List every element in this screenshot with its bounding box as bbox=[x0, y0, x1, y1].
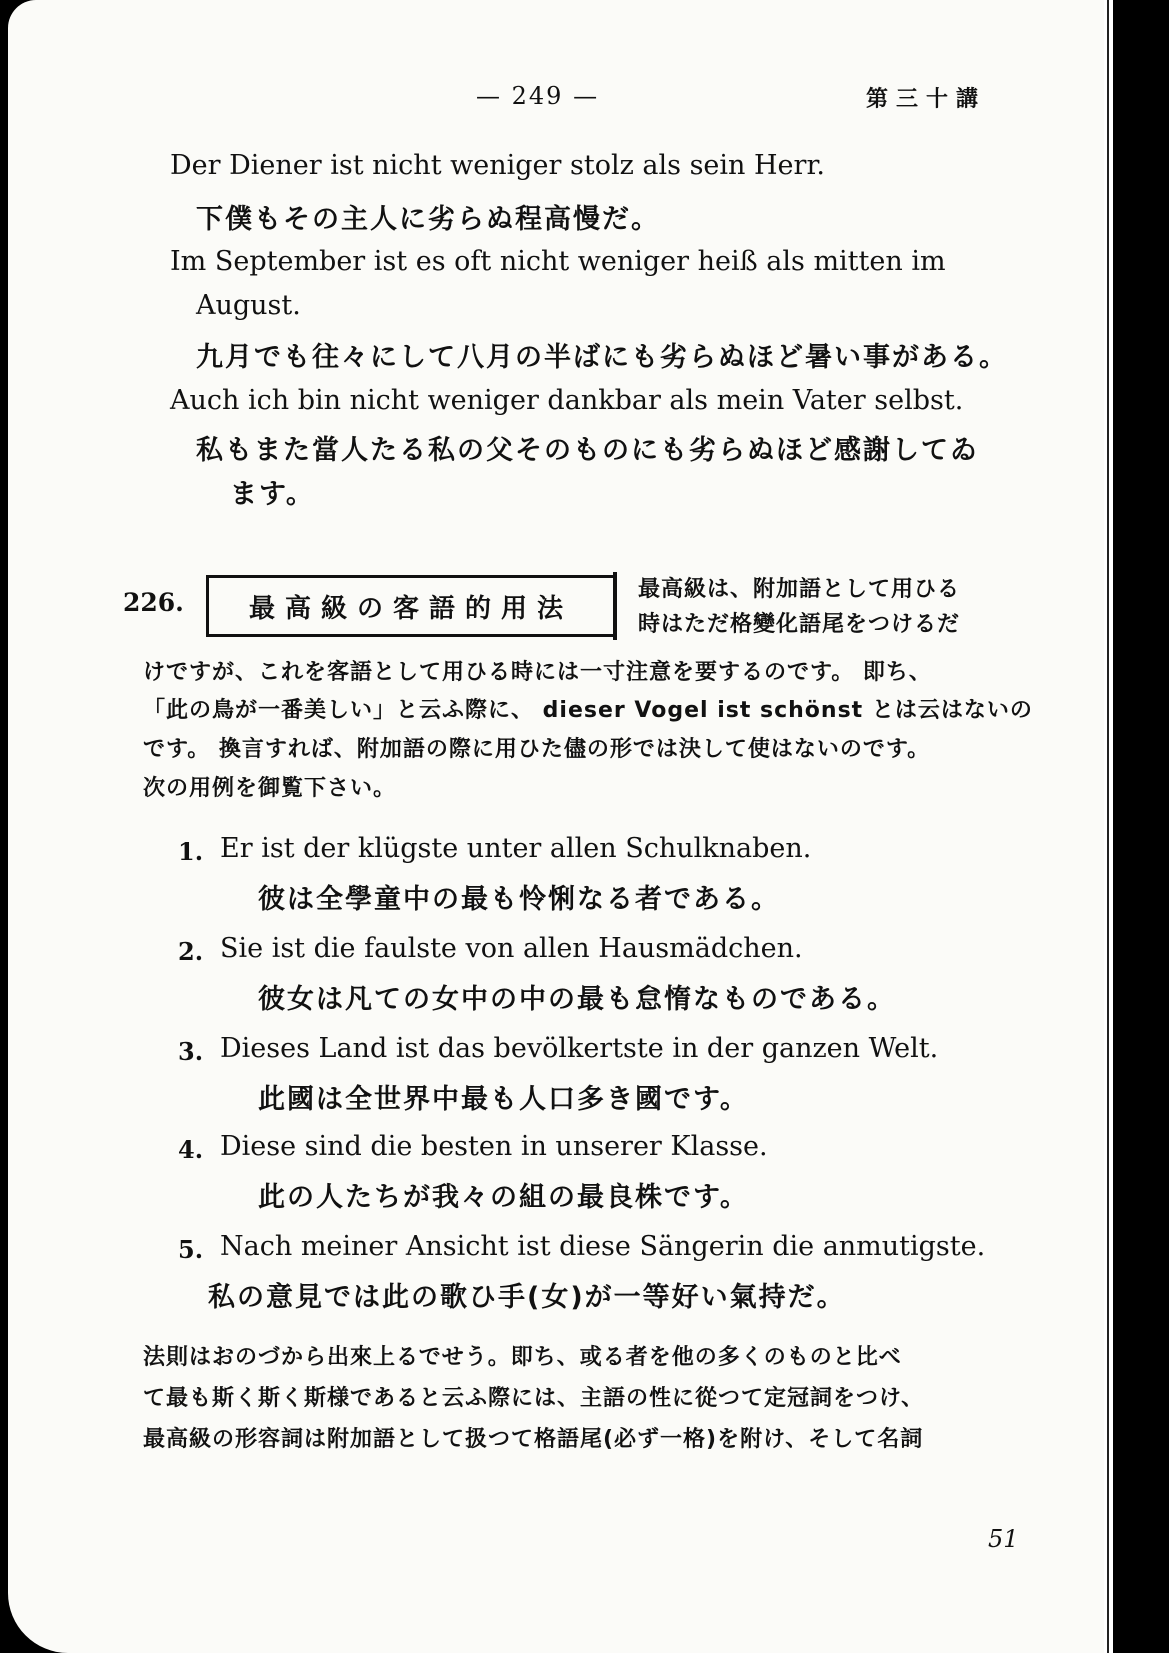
example-ja-line: 下僕もその主人に劣らぬ程高慢だ。 bbox=[196, 204, 660, 235]
closing-line: 法則はおのづから出來上るでせう。即ち、或る者を他の多くのものと比べ bbox=[143, 1345, 902, 1370]
example-ja-line: 彼は全學童中の最も怜悧なる者である。 bbox=[258, 884, 780, 915]
example-number: 5. bbox=[178, 1235, 204, 1264]
closing-line: て最も斯く斯く斯様であると云ふ際には、主語の性に從つて定冠詞をつけ、 bbox=[143, 1386, 925, 1411]
chapter-label: 第三十講 bbox=[866, 86, 987, 112]
example-ja-line: 九月でも往々にして八月の半ばにも劣らぬほど暑い事がある。 bbox=[196, 342, 1008, 373]
section-body-line: です。 換言すれば、附加語の際に用ひた儘の形では決して使はないのです。 bbox=[143, 737, 931, 762]
example-number: 4. bbox=[178, 1135, 204, 1164]
example-number: 3. bbox=[178, 1037, 204, 1066]
example-ja-line: 此の人たちが我々の組の最良株です。 bbox=[258, 1182, 749, 1213]
example-de-line: Nach meiner Ansicht ist diese Sängerin die anmutigste. bbox=[220, 1231, 986, 1262]
example-de-line: Der Diener ist nicht weniger stolz als sein Herr. bbox=[170, 150, 825, 181]
section-side-text: 最高級は、附加語として用ひる bbox=[638, 577, 961, 602]
sheet-number: 51 bbox=[988, 1525, 1019, 1553]
example-ja-line: 私の意見では此の歌ひ手(女)が一等好い氣持だ。 bbox=[208, 1282, 846, 1313]
section-body-line: 「此の鳥が一番美しい」と云ふ際に、 dieser Vogel ist schönst とは云はないの bbox=[143, 698, 1033, 723]
page-header bbox=[8, 82, 1140, 112]
example-de-line: Diese sind die besten in unserer Klasse. bbox=[220, 1131, 768, 1162]
example-de-line: Dieses Land ist das bevölkertste in der ganzen Welt. bbox=[220, 1033, 939, 1064]
example-de-line: Sie ist die faulste von allen Hausmädchen. bbox=[220, 933, 803, 964]
book-page bbox=[8, 0, 1140, 1653]
example-ja-line: 彼女は凡ての女中の中の最も怠惰なものである。 bbox=[258, 984, 896, 1015]
example-de-line: Auch ich bin nicht weniger dankbar als mein Vater selbst. bbox=[170, 385, 964, 416]
section-title: 最高級の客語的用法 bbox=[248, 593, 573, 624]
closing-line: 最高級の形容詞は附加語として扱つて格語尾(必ず一格)を附け、そして名詞 bbox=[143, 1427, 924, 1452]
page-edge-stripes bbox=[1104, 0, 1140, 1653]
section-title-box bbox=[206, 575, 616, 637]
section-number: 226. bbox=[123, 588, 184, 617]
example-de-line: Er ist der klügste unter allen Schulknaben. bbox=[220, 833, 812, 864]
section-side-text: 時はただ格變化語尾をつけるだ bbox=[638, 612, 961, 637]
example-ja-line: 私もまた當人たる私の父そのものにも劣らぬほど感謝してゐ bbox=[196, 435, 979, 466]
example-ja-line: 此國は全世界中最も人口多き國です。 bbox=[258, 1084, 749, 1115]
example-de-line: August. bbox=[196, 290, 301, 321]
section-box-shadow bbox=[613, 572, 617, 640]
section-body-line: けですが、これを客語として用ひる時には一寸注意を要するのです。 即ち、 bbox=[143, 660, 932, 685]
example-number: 2. bbox=[178, 937, 204, 966]
example-ja-line: ます。 bbox=[230, 479, 315, 510]
example-number: 1. bbox=[178, 837, 204, 866]
example-de-line: Im September ist es oft nicht weniger heiß als mitten im bbox=[170, 246, 946, 277]
section-body-line: 次の用例を御覧下さい。 bbox=[143, 776, 397, 801]
page-number: — 249 — bbox=[476, 82, 600, 110]
